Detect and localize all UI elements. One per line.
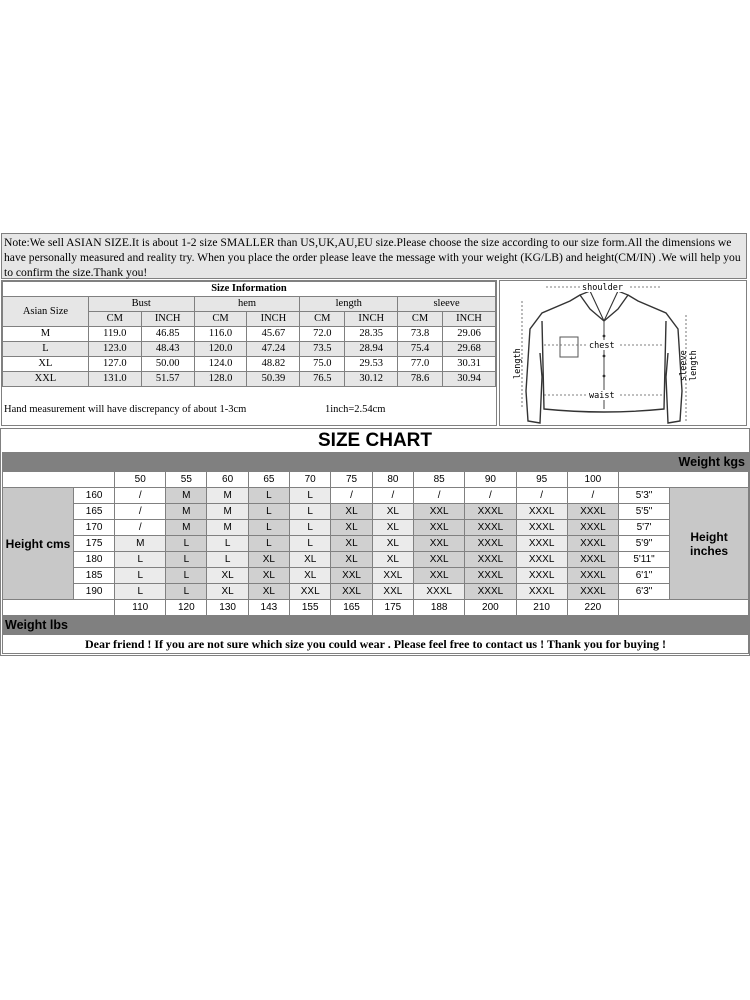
weight-lb-cell: 155 (290, 600, 331, 616)
size-cell: M (207, 488, 248, 504)
measurement-cell: 124.0 (194, 357, 247, 372)
size-cell: L (166, 568, 207, 584)
size-cell: XXXL (516, 568, 567, 584)
height-row (3, 488, 749, 504)
size-cell: XL (248, 552, 289, 568)
size-cell: / (516, 488, 567, 504)
size-cell: XL (248, 568, 289, 584)
measurement-cell: 48.82 (247, 357, 300, 372)
size-cell: XXL (414, 568, 465, 584)
size-name: M (3, 327, 89, 342)
size-cell: XL (372, 552, 413, 568)
measurement-cell: 47.24 (247, 342, 300, 357)
measurement-cell: 119.0 (88, 327, 141, 342)
measurement-cell: 30.31 (443, 357, 496, 372)
size-cell: / (567, 488, 618, 504)
height-cm-cell: 170 (74, 520, 115, 536)
measurement-cell: 50.00 (141, 357, 194, 372)
size-note: Note:We sell ASIAN SIZE.It is about 1-2 size SMALLER than US,UK,AU,EU size.Please choose the size according to our size form.All the dimensions we have personally measured and reality try. When you place the order please leave the message with your weight (KG/LB) and height(CM/IN) .We will help you to confirm the size.Thank you! (1, 233, 747, 279)
measurement-cell: 29.06 (443, 327, 496, 342)
weight-lb-cell: 210 (516, 600, 567, 616)
weight-kg-cell: 70 (290, 472, 331, 488)
weight-lb-cell: 165 (331, 600, 372, 616)
size-information-section (0, 233, 750, 426)
size-cell: L (248, 504, 289, 520)
size-name: L (3, 342, 89, 357)
weight-kg-cell: 55 (166, 472, 207, 488)
size-cell: XL (372, 520, 413, 536)
weight-lb-cell: 143 (248, 600, 289, 616)
shirt-icon (500, 281, 746, 425)
corner-cell (3, 600, 115, 616)
size-cell: L (290, 504, 331, 520)
group-header-hem: hem (194, 297, 300, 312)
weight-kg-cell: 80 (372, 472, 413, 488)
height-inch-cell: 5'3" (618, 488, 669, 504)
height-inch-cell: 6'1" (618, 568, 669, 584)
height-cm-cell: 190 (74, 584, 115, 600)
unit-header: CM (194, 312, 247, 327)
measurement-cell: 50.39 (247, 372, 300, 387)
measurement-cell: 75.4 (398, 342, 443, 357)
measurement-cell: 45.67 (247, 327, 300, 342)
weight-kg-cell: 85 (414, 472, 465, 488)
measurement-cell: 73.8 (398, 327, 443, 342)
size-cell: XL (290, 552, 331, 568)
size-cell: XXXL (516, 584, 567, 600)
size-cell: M (166, 488, 207, 504)
size-cell: M (166, 504, 207, 520)
size-cell: XXXL (516, 520, 567, 536)
size-cell: XXXL (465, 568, 516, 584)
size-cell: XXXL (414, 584, 465, 600)
size-cell: / (115, 520, 166, 536)
height-row (3, 584, 749, 600)
weight-kg-cell: 50 (115, 472, 166, 488)
corner-cell (618, 472, 748, 488)
measurement-cell: 48.43 (141, 342, 194, 357)
height-inch-cell: 5'9" (618, 536, 669, 552)
group-header-sleeve: sleeve (398, 297, 496, 312)
size-cell: XXL (414, 504, 465, 520)
size-information-title: Size Information (3, 282, 496, 297)
height-row (3, 552, 749, 568)
measurement-cell: 78.6 (398, 372, 443, 387)
measurement-cell: 73.5 (300, 342, 345, 357)
size-cell: XXXL (567, 520, 618, 536)
length-label: length (513, 348, 523, 379)
size-cell: L (166, 584, 207, 600)
unit-header: INCH (443, 312, 496, 327)
measurement-cell: 127.0 (88, 357, 141, 372)
size-cell: XL (372, 536, 413, 552)
size-cell: XL (248, 584, 289, 600)
size-cell: L (115, 584, 166, 600)
size-row (3, 342, 496, 357)
size-cell: M (166, 520, 207, 536)
size-cell: XXXL (567, 568, 618, 584)
size-cell: XL (207, 584, 248, 600)
height-inch-cell: 5'7' (618, 520, 669, 536)
size-cell: L (207, 552, 248, 568)
size-name: XL (3, 357, 89, 372)
size-cell: XL (207, 568, 248, 584)
weight-lb-cell: 175 (372, 600, 413, 616)
measurement-cell: 123.0 (88, 342, 141, 357)
size-cell: XL (290, 568, 331, 584)
size-cell: XL (331, 504, 372, 520)
size-cell: XL (331, 552, 372, 568)
hand-measurement-note: Hand measurement will have discrepancy of about 1-3cm (4, 404, 247, 415)
unit-header: CM (300, 312, 345, 327)
measurement-cell: 131.0 (88, 372, 141, 387)
height-cm-cell: 180 (74, 552, 115, 568)
size-cell: XXXL (465, 584, 516, 600)
height-cms-label: Height cms (3, 488, 74, 600)
size-cell: XXL (372, 584, 413, 600)
weight-kgs-label: Weight kgs (3, 453, 749, 472)
weight-lb-cell: 220 (567, 600, 618, 616)
height-row (3, 536, 749, 552)
corner-cell (3, 472, 115, 488)
size-cell: L (290, 488, 331, 504)
weight-lbs-label: Weight lbs (3, 616, 749, 635)
height-cm-cell: 165 (74, 504, 115, 520)
size-cell: / (372, 488, 413, 504)
size-cell: XXL (290, 584, 331, 600)
size-cell: XXL (331, 568, 372, 584)
weight-kg-cell: 95 (516, 472, 567, 488)
size-cell: XXXL (567, 584, 618, 600)
size-cell: / (465, 488, 516, 504)
height-inch-cell: 5'5" (618, 504, 669, 520)
size-cell: XXXL (516, 504, 567, 520)
size-chart-title: SIZE CHART (318, 430, 432, 451)
unit-header: INCH (247, 312, 300, 327)
size-chart-table (2, 452, 749, 654)
weight-kg-cell: 75 (331, 472, 372, 488)
measurement-cell: 75.0 (300, 357, 345, 372)
size-chart-section (0, 428, 750, 656)
measurement-cell: 30.12 (345, 372, 398, 387)
height-row (3, 568, 749, 584)
size-cell: XXXL (567, 504, 618, 520)
group-header-length: length (300, 297, 398, 312)
height-inches-label: Height inches (670, 488, 749, 600)
size-cell: XXXL (465, 504, 516, 520)
group-header-bust: Bust (88, 297, 194, 312)
size-cell: XXL (372, 568, 413, 584)
chest-label: chest (589, 341, 615, 351)
size-cell: L (166, 552, 207, 568)
size-cell: XL (372, 504, 413, 520)
height-inch-cell: 6'3" (618, 584, 669, 600)
size-cell: XL (331, 520, 372, 536)
height-cm-cell: 185 (74, 568, 115, 584)
measurement-cell: 72.0 (300, 327, 345, 342)
measurement-cell: 116.0 (194, 327, 247, 342)
size-cell: L (166, 536, 207, 552)
weight-kg-cell: 60 (207, 472, 248, 488)
size-cell: M (115, 536, 166, 552)
size-name: XXL (3, 372, 89, 387)
size-cell: XXXL (516, 552, 567, 568)
measurement-cell: 128.0 (194, 372, 247, 387)
inch-conversion-note: 1inch=2.54cm (325, 404, 386, 415)
size-cell: L (248, 520, 289, 536)
shoulder-label: shoulder (582, 283, 623, 293)
size-cell: L (248, 488, 289, 504)
size-cell: / (331, 488, 372, 504)
height-row (3, 504, 749, 520)
measurement-cell: 28.35 (345, 327, 398, 342)
weight-kg-cell: 100 (567, 472, 618, 488)
size-row (3, 327, 496, 342)
size-information-table (2, 281, 496, 387)
weight-kg-cell: 65 (248, 472, 289, 488)
size-cell: L (248, 536, 289, 552)
size-cell: XXL (414, 520, 465, 536)
size-cell: XXXL (567, 552, 618, 568)
measurement-cell: 51.57 (141, 372, 194, 387)
size-cell: L (207, 536, 248, 552)
size-cell: L (290, 520, 331, 536)
size-row (3, 357, 496, 372)
size-cell: / (115, 488, 166, 504)
size-information-panel (1, 280, 497, 426)
measurement-cell: 76.5 (300, 372, 345, 387)
measurement-cell: 29.53 (345, 357, 398, 372)
unit-header: CM (88, 312, 141, 327)
asian-size-header: Asian Size (3, 297, 89, 327)
size-cell: XXXL (516, 536, 567, 552)
waist-label: waist (589, 391, 615, 401)
size-cell: XXL (414, 536, 465, 552)
weight-lb-cell: 188 (414, 600, 465, 616)
size-cell: L (290, 536, 331, 552)
unit-header: CM (398, 312, 443, 327)
height-cm-cell: 175 (74, 536, 115, 552)
size-cell: / (115, 504, 166, 520)
size-cell: M (207, 504, 248, 520)
size-cell: L (115, 568, 166, 584)
size-cell: L (115, 552, 166, 568)
size-cell: M (207, 520, 248, 536)
measurement-cell: 28.94 (345, 342, 398, 357)
height-inch-cell: 5'11" (618, 552, 669, 568)
measurement-cell: 46.85 (141, 327, 194, 342)
measurement-cell: 77.0 (398, 357, 443, 372)
sleeve-label: sleeve (679, 350, 689, 381)
footer-message: Dear friend ! If you are not sure which size you could wear . Please feel free to contact us ! Thank you for buying ! (3, 635, 749, 654)
weight-lb-cell: 130 (207, 600, 248, 616)
size-cell: XL (331, 536, 372, 552)
size-cell: XXXL (465, 520, 516, 536)
height-row (3, 520, 749, 536)
weight-kg-cell: 90 (465, 472, 516, 488)
unit-header: INCH (141, 312, 194, 327)
size-cell: XXXL (465, 536, 516, 552)
size-cell: XXXL (465, 552, 516, 568)
measurement-cell: 30.94 (443, 372, 496, 387)
size-cell: XXL (414, 552, 465, 568)
size-row (3, 372, 496, 387)
size-cell: XXL (331, 584, 372, 600)
shirt-measurement-diagram (499, 280, 747, 426)
weight-lb-cell: 110 (115, 600, 166, 616)
measurement-cell: 120.0 (194, 342, 247, 357)
weight-lb-cell: 200 (465, 600, 516, 616)
unit-header: INCH (345, 312, 398, 327)
size-cell: / (414, 488, 465, 504)
measurement-cell: 29.68 (443, 342, 496, 357)
weight-lb-cell: 120 (166, 600, 207, 616)
sleeve-length-label: length (689, 350, 699, 381)
height-cm-cell: 160 (74, 488, 115, 504)
size-cell: XXXL (567, 536, 618, 552)
corner-cell (618, 600, 748, 616)
